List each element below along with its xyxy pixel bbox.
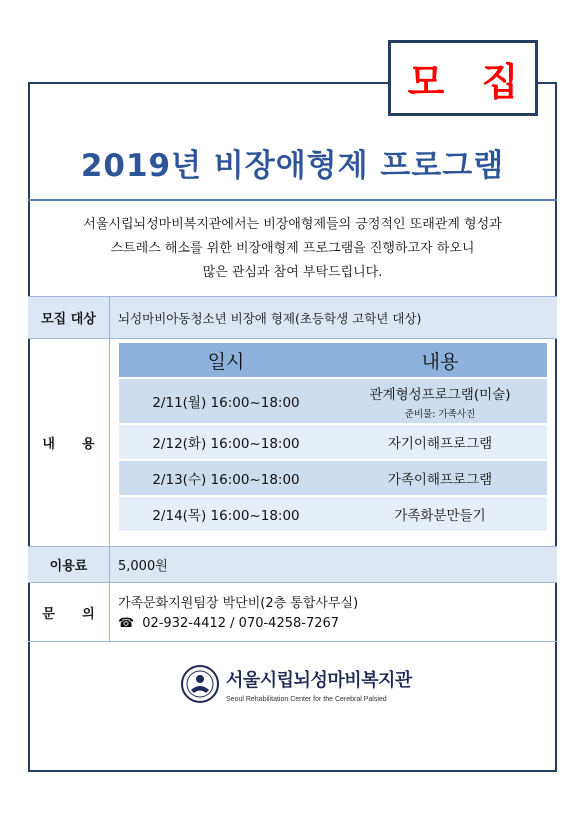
organization-logo — [180, 664, 412, 704]
page-title: 2019년 비장애형제 프로그램 — [80, 148, 505, 184]
logo-english-name: Seoul Rehabilitation Center for the Cerebral Palsied — [226, 695, 387, 703]
inquiry-phone-line — [118, 616, 339, 631]
inquiry-label — [28, 583, 110, 641]
inquiry-phone-numbers: 02-932-4412 / 070-4258-7267 — [142, 616, 340, 631]
schedule-header-program: 내용 — [333, 343, 547, 378]
fee-value: 5,000원 — [118, 559, 168, 574]
target-row — [28, 296, 557, 338]
content-label-text: 내 용 — [42, 437, 95, 452]
phone-icon: ☎ — [118, 616, 135, 631]
schedule-datetime: 2/12(화) 16:00~18:00 — [119, 424, 333, 460]
schedule-program: 관계형성프로그램(미술) — [369, 386, 511, 403]
target-label: 모집 대상 — [28, 297, 110, 338]
intro-line-2: 스트레스 해소를 위한 비장애형제 프로그램을 진행하고자 하오니 — [110, 241, 475, 256]
logo-text-block — [226, 666, 412, 703]
table-row — [119, 460, 547, 496]
schedule-table — [119, 343, 547, 531]
content-label — [28, 339, 110, 546]
emblem-icon — [180, 664, 220, 704]
recruit-badge — [388, 40, 538, 116]
table-row — [119, 378, 547, 424]
intro-line-1: 서울시립뇌성마비복지관에서는 비장애형제들의 긍정적인 또래관계 형성과 — [83, 217, 502, 232]
inquiry-row — [28, 582, 557, 642]
inquiry-contact-person: 가족문화지원팀장 박단비(2층 통합사무실) — [118, 596, 359, 611]
intro-text — [40, 213, 545, 285]
inquiry-label-text: 문 의 — [42, 606, 95, 622]
schedule-datetime: 2/11(월) 16:00~18:00 — [119, 378, 333, 424]
schedule-program: 가족이해프로그램 — [333, 460, 547, 496]
fee-label: 이용료 — [28, 547, 110, 582]
intro-line-3: 많은 관심과 참여 부탁드립니다. — [202, 265, 383, 280]
schedule-program: 자기이해프로그램 — [333, 424, 547, 460]
logo-korean-name: 서울시립뇌성마비복지관 — [226, 669, 412, 691]
schedule-datetime: 2/14(목) 16:00~18:00 — [119, 496, 333, 531]
table-row — [119, 424, 547, 460]
recruit-badge-text: 모 집 — [407, 59, 531, 104]
schedule-datetime: 2/13(수) 16:00~18:00 — [119, 460, 333, 496]
fee-row — [28, 546, 557, 582]
schedule-header-datetime: 일시 — [119, 343, 333, 378]
table-row — [119, 496, 547, 531]
schedule-program: 가족화분만들기 — [333, 496, 547, 531]
schedule-header-row — [119, 343, 547, 378]
target-value: 뇌성마비아동청소년 비장애 형제(초등학생 고학년 대상) — [118, 310, 422, 326]
schedule-program-cell — [333, 378, 547, 424]
schedule-note: 준비물: 가족사진 — [404, 408, 476, 420]
title-divider — [28, 199, 557, 201]
